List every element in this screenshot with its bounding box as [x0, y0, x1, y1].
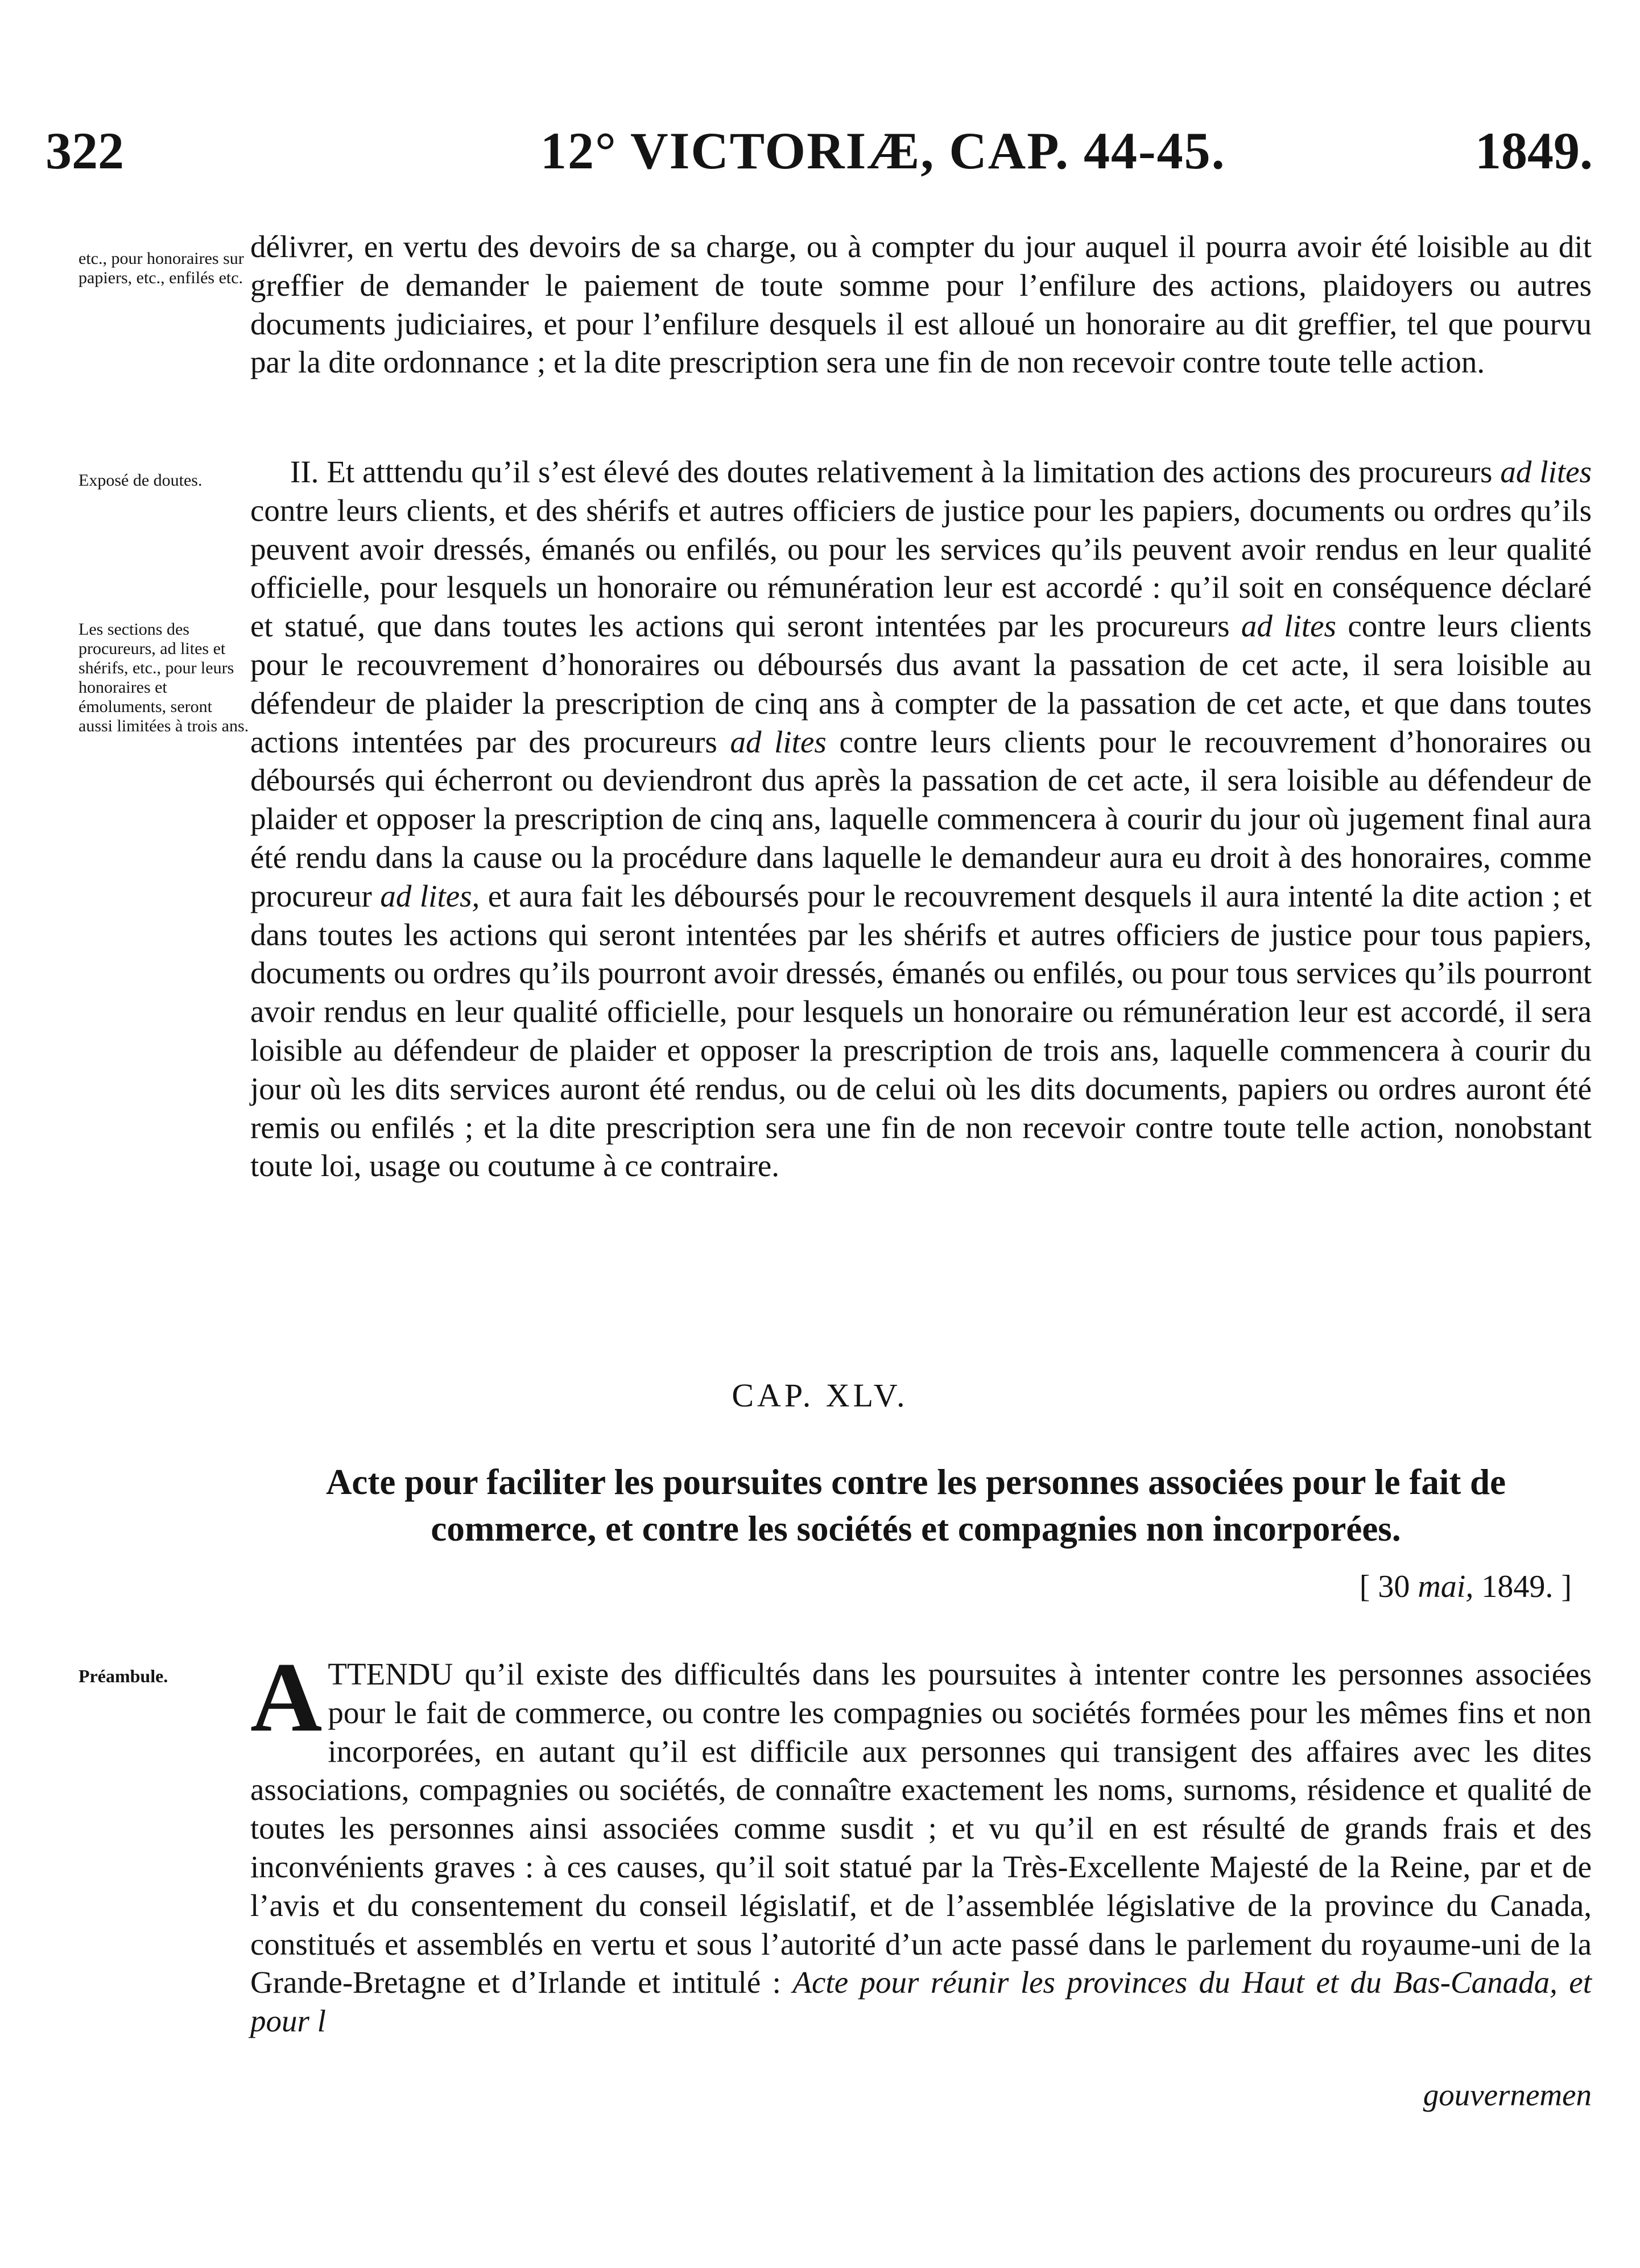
- section-two-text-4: contre leurs clients pour le recouvrement d’honoraires ou déboursés qui écherront ou deviendront dus après la passation de cet acte, il sera loisible au défendeur de plaider et opposer la prescription de cinq ans, laquelle commencera à courir du jour où jugement final aura été rendu dans la cause ou la procédure dans laquelle le demandeur aura eu droit à des honoraires, comme procureur: [250, 724, 1592, 913]
- drop-cap: A: [250, 1642, 323, 1752]
- preamble-italic: Acte pour réunir les provinces du Haut et du Bas-Canada, et pour l: [250, 1965, 1592, 2039]
- page-number: 322: [46, 122, 124, 180]
- section-two-italic-4: ad lites,: [380, 878, 480, 913]
- act-date-open: [ 30: [1359, 1569, 1418, 1604]
- act-date-close: 1849. ]: [1473, 1569, 1572, 1604]
- act-date-month: mai,: [1418, 1569, 1474, 1604]
- running-header: [46, 117, 1593, 185]
- margin-note-limitation: Les sections des procureurs, ad lites et shérifs, etc., pour leurs honoraires et émoluments, seront aussi limitées à trois ans.: [79, 620, 249, 735]
- running-title: 12° VICTORIÆ, CAP. 44-45.: [540, 122, 1226, 180]
- margin-note-preamble: Préambule.: [79, 1666, 168, 1686]
- preamble-paragraph: [250, 1642, 1592, 2041]
- section-two-italic-1: ad lites: [1500, 454, 1592, 489]
- preamble-text: TTENDU qu’il existe des difficultés dans les poursuites à intenter contre les personnes associées pour le fait de commerce, ou contre les compagnies ou sociétés formées pour les mêmes fins et non incorporées, en autant qu’il est difficile aux personnes qui transigent des affaires avec les dites associations, compagnies ou sociétés, de connaître exactement les noms, surnoms, résidence et qualité de toutes les personnes ainsi associées comme susdit ; et vu qu’il en est résulté de grands frais et des inconvénients graves : à ces causes, qu’il soit statué par la Très-Excellente Majesté de la Reine, par et de l’avis et du consentement du conseil législatif, et de l’assemblée législative de la province du Canada, constitués et assemblés en vertu et sous l’autorité d’un acte passé dans le parlement du royaume-uni de la Grande-Bretagne et d’Irlande et intitulé :: [250, 1657, 1592, 2000]
- catchword-text: gouvernemen: [1423, 2077, 1592, 2112]
- act-title: Acte pour faciliter les poursuites contre les personnes associées pour le fait de commerce, et contre les sociétés et compagnies non incorporées.: [325, 1462, 1506, 1549]
- chapter-heading: CAP. XLV.: [732, 1377, 908, 1414]
- act-date: [1360, 1567, 1572, 1607]
- header-year: 1849.: [1475, 122, 1593, 180]
- section-two-text-1: II. Et atttendu qu’il s’est élevé des doutes relativement à la limitation des actions des procureurs: [290, 454, 1501, 489]
- section-two-paragraph: [250, 453, 1592, 1185]
- section-two-italic-2: ad lites: [1241, 609, 1336, 644]
- section-two-text-3: contre leurs clients pour le recouvrement d’honoraires ou déboursés dus avant la passation de cet acte, il sera loisible au défendeur de plaider la prescription de cinq ans à compter de la passation de cet acte, et que dans toutes actions intentées par des procureurs: [250, 609, 1592, 759]
- catchword: [250, 2076, 1592, 2114]
- section-two-italic-3: ad lites: [730, 724, 827, 759]
- margin-note-doubts: Exposé de doutes.: [79, 471, 203, 490]
- section-two-text-5: et aura fait les déboursés pour le recouvrement desquels il aura intenté la dite action ; et dans toutes les actions qui seront intentées par les shérifs et autres officiers de justice pour tous papiers, documents ou ordres qu’ils pourront avoir dressés, émanés ou enfilés, ou pour tous services qu’ils pourront avoir rendus en leur qualité officielle, pour lesquels un honoraire ou rémunération leur est accordé, il sera loisible au défendeur de plaider et opposer la prescription de trois ans, laquelle commencera à courir du jour où les dits services auront été rendus, ou de celui où les dits documents, papiers ou ordres auront été remis ou enfilés ; et la dite prescription sera une fin de non recevoir contre toute telle action, nonobstant toute loi, usage ou coutume à ce contraire.: [250, 878, 1592, 1183]
- section-two-text-2: contre leurs clients, et des shérifs et autres officiers de justice pour les papiers, documents ou ordres qu’ils peuvent avoir dressés, émanés ou enfilés, ou pour les services qu’ils peuvent avoir rendus en leur qualité officielle, pour lesquels un honoraire ou rémunération leur est accordé : qu’il soit en conséquence déclaré et statué, que dans toutes les actions qui seront intentées par les procureurs: [250, 492, 1592, 644]
- paragraph-continuation: délivrer, en vertu des devoirs de sa charge, ou à compter du jour auquel il pourra avoir été loisible au dit greffier de demander le paiement de toute somme pour l’enfilure des actions, plaidoyers ou autres documents judiciaires, et pour l’enfilure desquels il est alloué un honoraire au dit greffier, tel que pourvu par la dite ordonnance ; et la dite prescription sera une fin de non recevoir contre toute telle action.: [250, 229, 1592, 380]
- margin-note-fees: etc., pour honoraires sur papiers, etc., enfilés etc.: [79, 249, 244, 287]
